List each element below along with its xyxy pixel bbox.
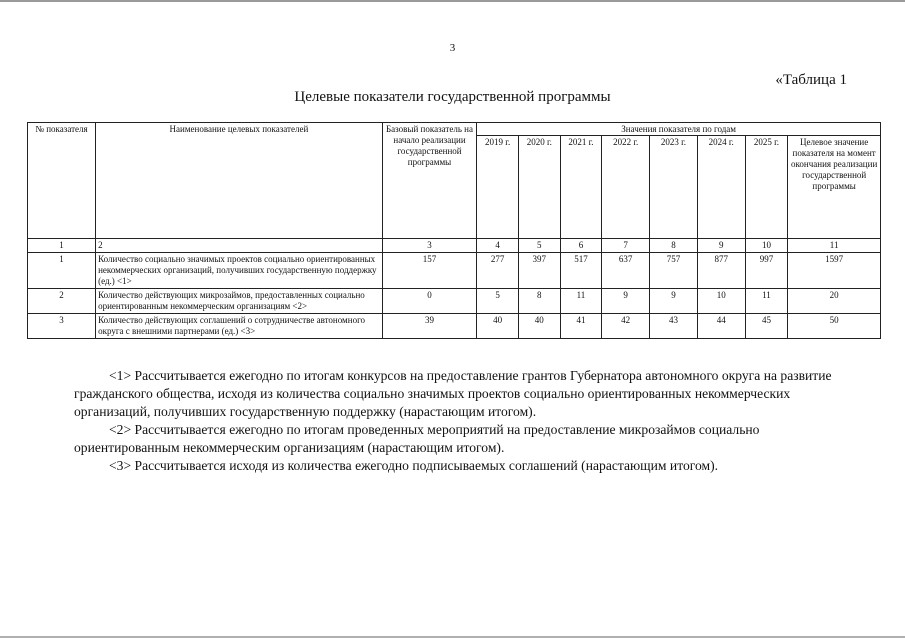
row-value: 397 — [518, 253, 560, 289]
row-value: 517 — [560, 253, 602, 289]
header-year: 2019 г. — [477, 136, 519, 239]
row-value: 637 — [602, 253, 650, 289]
index-cell: 7 — [602, 239, 650, 253]
row-value: 9 — [650, 289, 698, 314]
index-cell: 6 — [560, 239, 602, 253]
row-value: 41 — [560, 314, 602, 339]
row-base: 0 — [382, 289, 477, 314]
footnote: <2> Рассчитывается ежегодно по итогам проведенных мероприятий на предоставление микрозаймов социально ориентированным некоммерческим организациям (нарастающим итогом). — [74, 422, 760, 455]
row-num: 2 — [28, 289, 96, 314]
header-num: № показателя — [28, 123, 96, 239]
row-name: Количество социально значимых проектов социально ориентированных некоммерческих организаций, получивших государственную поддержку (ед.) <1> — [96, 253, 383, 289]
row-value: 10 — [697, 289, 745, 314]
document-title: Целевые показатели государственной программы — [294, 89, 611, 105]
header-values-group: Значения показателя по годам — [477, 123, 881, 136]
row-target: 1597 — [788, 253, 881, 289]
row-value: 997 — [745, 253, 788, 289]
row-name: Количество действующих соглашений о сотрудничестве автономного округа с внешними партнерами (ед.) <3> — [96, 314, 383, 339]
header-year: 2020 г. — [518, 136, 560, 239]
header-year: 2024 г. — [697, 136, 745, 239]
scan-top-edge — [0, 0, 905, 2]
header-base: Базовый показатель на начало реализации государственной программы — [382, 123, 477, 239]
footnotes — [74, 367, 849, 475]
indicators-table — [27, 122, 881, 339]
index-cell: 9 — [697, 239, 745, 253]
header-row-1 — [28, 123, 881, 136]
row-num: 3 — [28, 314, 96, 339]
row-value: 5 — [477, 289, 519, 314]
index-cell: 2 — [96, 239, 383, 253]
index-cell: 3 — [382, 239, 477, 253]
row-base: 157 — [382, 253, 477, 289]
row-base: 39 — [382, 314, 477, 339]
table-row — [28, 289, 881, 314]
footnote: <3> Рассчитывается исходя из количества ежегодно подписываемых соглашений (нарастающим итогом). — [109, 458, 719, 473]
row-value: 277 — [477, 253, 519, 289]
page-number: 3 — [449, 42, 456, 54]
scan-bottom-edge — [0, 636, 905, 638]
row-value: 40 — [477, 314, 519, 339]
row-value: 757 — [650, 253, 698, 289]
row-value: 9 — [602, 289, 650, 314]
index-row — [28, 239, 881, 253]
row-target: 20 — [788, 289, 881, 314]
row-value: 11 — [560, 289, 602, 314]
index-cell: 1 — [28, 239, 96, 253]
table-row — [28, 314, 881, 339]
index-cell: 10 — [745, 239, 788, 253]
row-value: 11 — [745, 289, 788, 314]
row-value: 8 — [518, 289, 560, 314]
row-value: 40 — [518, 314, 560, 339]
row-value: 44 — [697, 314, 745, 339]
row-value: 43 — [650, 314, 698, 339]
row-value: 45 — [745, 314, 788, 339]
table-label: «Таблица 1 — [775, 72, 847, 88]
row-num: 1 — [28, 253, 96, 289]
header-year: 2022 г. — [602, 136, 650, 239]
index-cell: 4 — [477, 239, 519, 253]
row-value: 877 — [697, 253, 745, 289]
row-name: Количество действующих микрозаймов, предоставленных социально ориентированным некоммерческим организациям <2> — [96, 289, 383, 314]
header-year: 2025 г. — [745, 136, 788, 239]
header-name: Наименование целевых показателей — [96, 123, 383, 239]
index-cell: 11 — [788, 239, 881, 253]
row-target: 50 — [788, 314, 881, 339]
table-row — [28, 253, 881, 289]
header-target: Целевое значение показателя на момент окончания реализации государственной программы — [788, 136, 881, 239]
footnote: <1> Рассчитывается ежегодно по итогам конкурсов на предоставление грантов Губернатора автономного округа на развитие гражданского общества, исходя из количества социально значимых проектов социально ориентированных некоммерческих организаций, получивших государственную поддержку (нарастающим итогом). — [74, 368, 832, 419]
index-cell: 5 — [518, 239, 560, 253]
header-year: 2021 г. — [560, 136, 602, 239]
index-cell: 8 — [650, 239, 698, 253]
header-year: 2023 г. — [650, 136, 698, 239]
row-value: 42 — [602, 314, 650, 339]
